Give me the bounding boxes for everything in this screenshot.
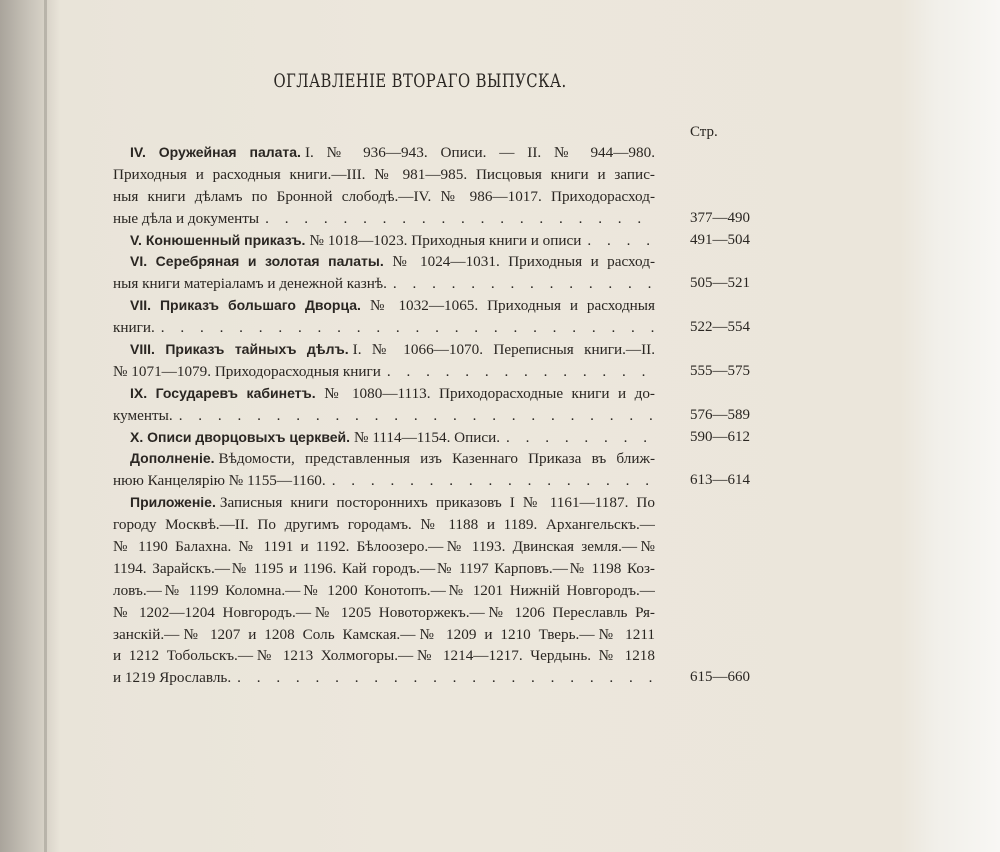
entry-text: № 1190 Балахна. № 1191 и 1192. Бѣлоозеро.—№ 1193. Двинская земля.—№ bbox=[113, 538, 655, 556]
toc-line bbox=[113, 230, 750, 252]
dot-leader bbox=[506, 427, 655, 449]
entry-text: ловъ.—№ 1199 Коломна.—№ 1200 Конотопъ.—№ 1201 Нижній Новгородъ.— bbox=[113, 581, 655, 599]
toc-line bbox=[113, 295, 655, 317]
toc-entry bbox=[113, 427, 753, 449]
entry-text: 1194. Зарайскъ.—№ 1195 и 1196. Кай городъ.—№ 1197 Карповъ.—№ 1198 Коз- bbox=[113, 559, 655, 577]
entry-text: кументы. bbox=[113, 406, 173, 424]
entry-heading: X. Описи дворцовыхъ церквей. bbox=[130, 428, 351, 445]
toc-line bbox=[113, 536, 655, 558]
page-range: 491—504 bbox=[690, 231, 750, 248]
entry-text: городу Москвѣ.—II. По другимъ городамъ. № 1188 и 1189. Архангельскъ.— bbox=[113, 516, 655, 534]
toc-line bbox=[113, 470, 750, 492]
page-range: 377—490 bbox=[690, 209, 750, 226]
toc-entry bbox=[113, 251, 753, 295]
entry-text: № 1018—1023. Приходныя книги и описи bbox=[309, 231, 582, 249]
toc-line bbox=[113, 624, 655, 646]
dot-leader bbox=[179, 405, 655, 427]
page-column-label: Стр. bbox=[690, 124, 718, 140]
toc-line bbox=[113, 208, 750, 230]
dot-leader bbox=[393, 273, 655, 295]
toc-line bbox=[113, 317, 750, 339]
entry-text: № 1080—1113. Приходорасходные книги и до- bbox=[319, 384, 655, 402]
toc-entry bbox=[113, 383, 753, 427]
toc-line bbox=[113, 492, 655, 514]
entry-text: I. № 936—943. Описи. — II. № 944—980. bbox=[304, 144, 655, 161]
toc-line bbox=[113, 273, 750, 295]
toc-entry bbox=[113, 339, 753, 383]
toc-entry bbox=[113, 492, 753, 689]
book-gutter bbox=[44, 0, 47, 852]
toc-line bbox=[113, 186, 655, 208]
toc-line bbox=[113, 251, 655, 273]
entry-heading: V. Конюшенный приказъ. bbox=[130, 231, 306, 248]
entry-text: нюю Канцелярію № 1155—1160. bbox=[113, 472, 326, 490]
entry-heading: Приложеніе. bbox=[130, 494, 216, 511]
toc-line bbox=[113, 361, 750, 383]
table-of-contents bbox=[113, 142, 753, 689]
page-range: 590—612 bbox=[690, 428, 750, 445]
toc-line bbox=[113, 667, 750, 689]
entry-heading: VII. Приказъ большаго Дворца. bbox=[130, 297, 361, 314]
entry-text: № 1202—1204 Новгородъ.—№ 1205 Новоторжекъ.—№ 1206 Переславль Ря- bbox=[113, 603, 655, 621]
toc-line bbox=[113, 645, 655, 667]
entry-heading: IX. Государевъ кабинетъ. bbox=[130, 384, 316, 401]
entry-text: ныя книги матеріаламъ и денежной казнѣ. bbox=[113, 275, 387, 293]
toc-entry bbox=[113, 230, 753, 252]
entry-text: Приходныя и расходныя книги.—III. № 981—985. Писцовыя книги и запис- bbox=[113, 165, 655, 183]
dot-leader bbox=[265, 208, 655, 230]
toc-line bbox=[113, 164, 655, 186]
page-range: 576—589 bbox=[690, 406, 750, 423]
toc-line bbox=[113, 580, 655, 602]
page-range: 615—660 bbox=[690, 669, 750, 686]
entry-text: № 1114—1154. Описи. bbox=[354, 428, 501, 446]
page-title: ОГЛАВЛЕНІЕ ВТОРАГО ВЫПУСКА. bbox=[273, 70, 567, 92]
entry-text: № 1032—1065. Приходныя и расходныя bbox=[364, 297, 655, 315]
dot-leader bbox=[161, 317, 655, 339]
toc-line bbox=[113, 142, 655, 164]
entry-text: ныя книги дѣламъ по Бронной слободѣ.—IV. № 986—1017. Приходорасход- bbox=[113, 187, 655, 205]
dot-leader bbox=[387, 361, 655, 383]
toc-line bbox=[113, 339, 655, 361]
entry-heading: VIII. Приказъ тайныхъ дѣлъ. bbox=[130, 341, 349, 358]
toc-line bbox=[113, 558, 655, 580]
entry-text: № 1024—1031. Приходныя и расход- bbox=[387, 253, 655, 271]
entry-text: Вѣдомости, представленныя изъ Казеннаго Приказа въ ближ- bbox=[218, 450, 655, 468]
entry-heading: IV. Оружейная палата. bbox=[130, 144, 301, 160]
toc-line bbox=[113, 602, 655, 624]
entry-text: книги. bbox=[113, 319, 155, 337]
toc-line bbox=[113, 383, 655, 405]
toc-entry bbox=[113, 448, 753, 492]
dot-leader bbox=[237, 667, 655, 689]
page-range: 522—554 bbox=[690, 319, 750, 336]
toc-line bbox=[113, 427, 750, 449]
toc-entry bbox=[113, 142, 753, 230]
entry-text: занскій.—№ 1207 и 1208 Соль Камская.—№ 1209 и 1210 Тверь.—№ 1211 bbox=[113, 625, 655, 643]
entry-heading: VI. Серебряная и золотая палаты. bbox=[130, 253, 384, 270]
toc-line bbox=[113, 514, 655, 536]
dot-leader bbox=[587, 230, 655, 252]
entry-text: I. № 1066—1070. Переписныя книги.—II. bbox=[352, 341, 655, 359]
page-range: 613—614 bbox=[690, 472, 750, 489]
entry-text: и 1219 Ярославль. bbox=[113, 669, 232, 687]
page-range: 505—521 bbox=[690, 275, 750, 292]
entry-text: № 1071—1079. Приходорасходныя книги bbox=[113, 362, 381, 380]
entry-heading: Дополненіе. bbox=[130, 450, 215, 467]
toc-line bbox=[113, 405, 750, 427]
toc-entry bbox=[113, 295, 753, 339]
entry-text: ные дѣла и документы bbox=[113, 209, 260, 227]
entry-text: Записныя книги постороннихъ приказовъ I № 1161—1187. По bbox=[219, 494, 655, 512]
entry-text: и 1212 Тобольскъ.—№ 1213 Холмогоры.—№ 1214—1217. Чердынь. № 1218 bbox=[113, 647, 655, 665]
toc-line bbox=[113, 448, 655, 470]
dot-leader bbox=[332, 470, 655, 492]
page-range: 555—575 bbox=[690, 362, 750, 379]
